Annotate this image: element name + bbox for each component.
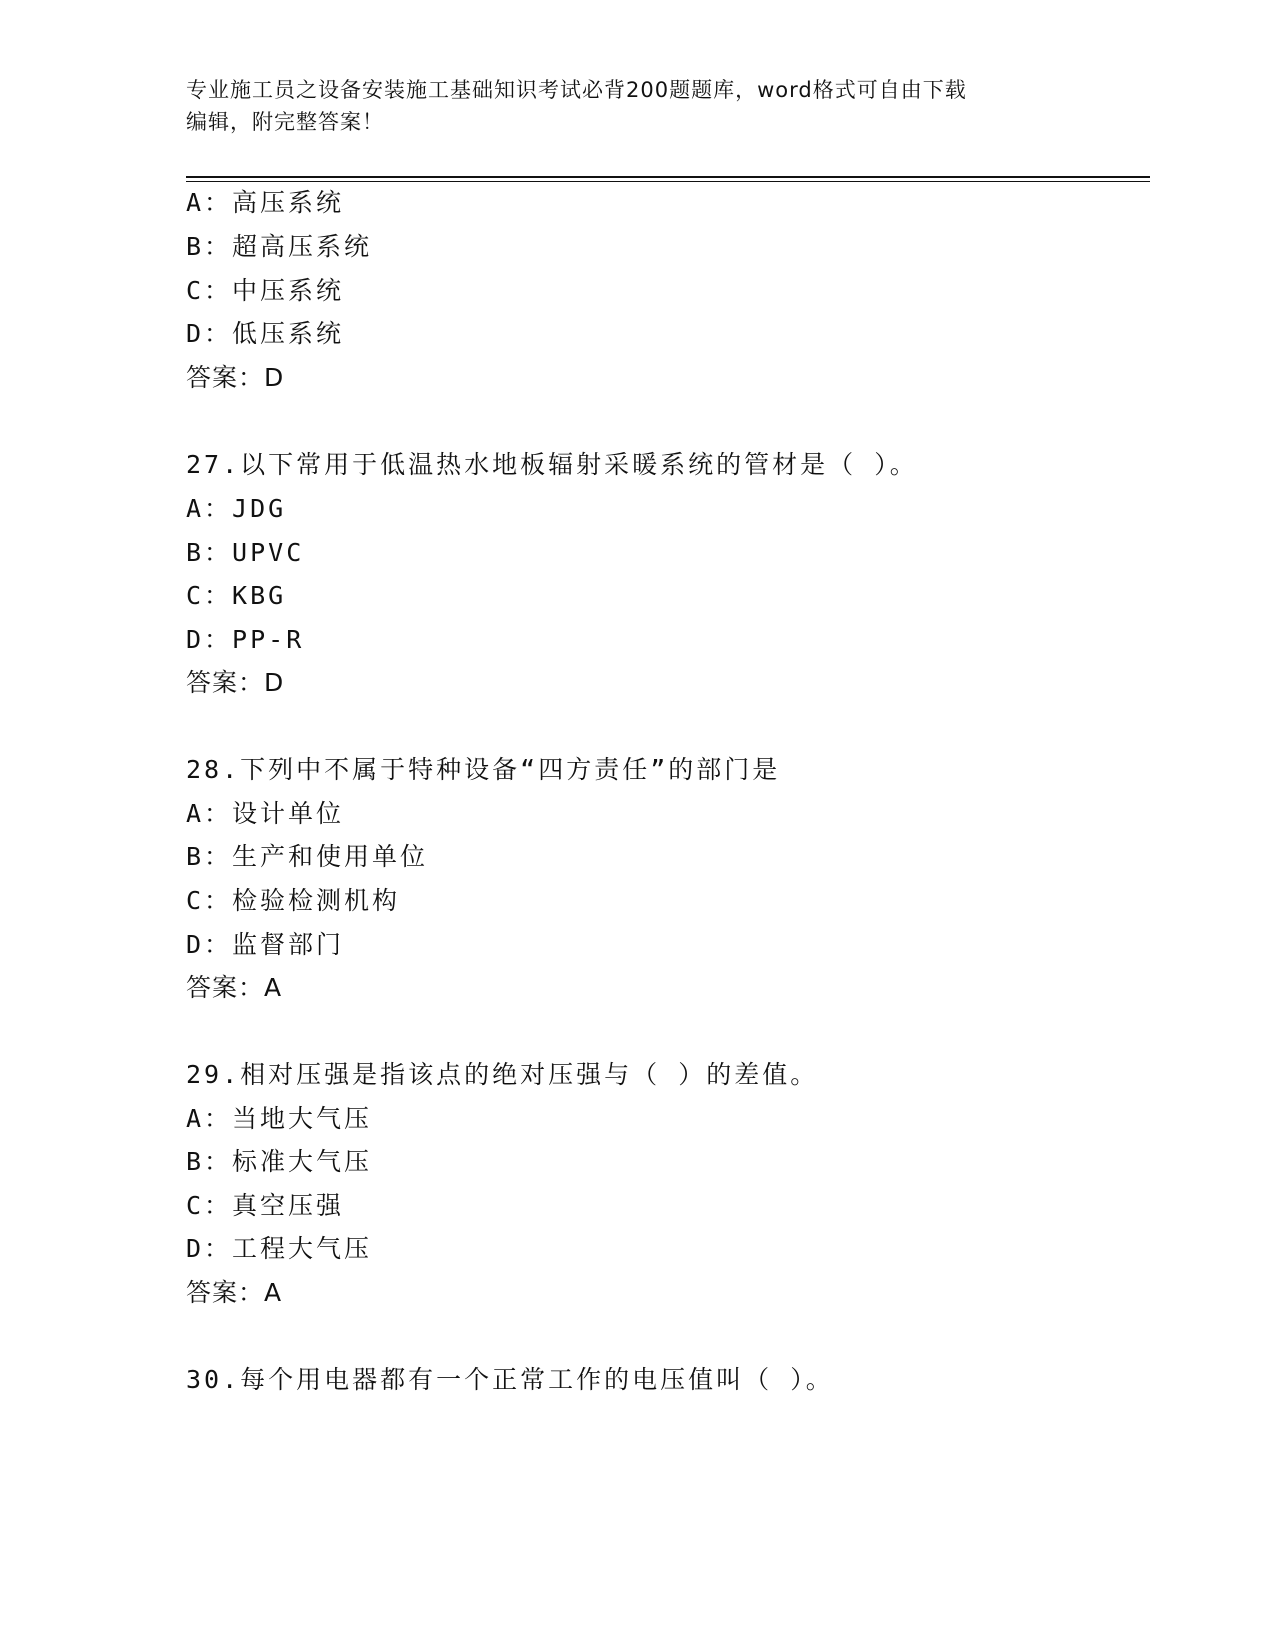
document-header <box>186 74 1086 138</box>
q26-option-a: A：高压系统 <box>186 188 345 217</box>
q27-option-a: A：JDG <box>186 494 287 523</box>
header-line-1: 专业施工员之设备安装施工基础知识考试必背200题题库，word格式可自由下载 <box>186 78 967 102</box>
q28-question: 28.下列中不属于特种设备“四方责任”的部门是 <box>186 755 781 784</box>
header-line-2: 编辑，附完整答案！ <box>186 110 384 134</box>
q26-option-c: C：中压系统 <box>186 276 345 305</box>
q29-answer: 答案：A <box>186 1278 283 1307</box>
header-divider-thick <box>186 176 1150 178</box>
q28-option-c: C：检验检测机构 <box>186 886 401 915</box>
q29-option-a: A：当地大气压 <box>186 1104 373 1133</box>
q28-option-a: A：设计单位 <box>186 799 345 828</box>
q27-answer: 答案：D <box>186 668 285 697</box>
q27-question: 27.以下常用于低温热水地板辐射采暖系统的管材是（ ）。 <box>186 450 918 479</box>
q28-option-d: D：监督部门 <box>186 930 345 959</box>
q29-option-b: B：标准大气压 <box>186 1147 373 1176</box>
q27-option-b: B：UPVC <box>186 538 305 567</box>
q27-option-d: D：PP-R <box>186 625 305 654</box>
q29-option-c: C：真空压强 <box>186 1191 345 1220</box>
header-divider-thin <box>186 181 1150 182</box>
q28-option-b: B：生产和使用单位 <box>186 842 429 871</box>
q28-answer: 答案：A <box>186 973 283 1002</box>
q29-option-d: D：工程大气压 <box>186 1234 373 1263</box>
q29-question: 29.相对压强是指该点的绝对压强与（ ）的差值。 <box>186 1060 819 1089</box>
q26-option-d: D：低压系统 <box>186 319 345 348</box>
q26-option-b: B：超高压系统 <box>186 232 373 261</box>
q30-question: 30.每个用电器都有一个正常工作的电压值叫（ ）。 <box>186 1365 834 1394</box>
q27-option-c: C：KBG <box>186 581 287 610</box>
q26-answer: 答案：D <box>186 363 285 392</box>
